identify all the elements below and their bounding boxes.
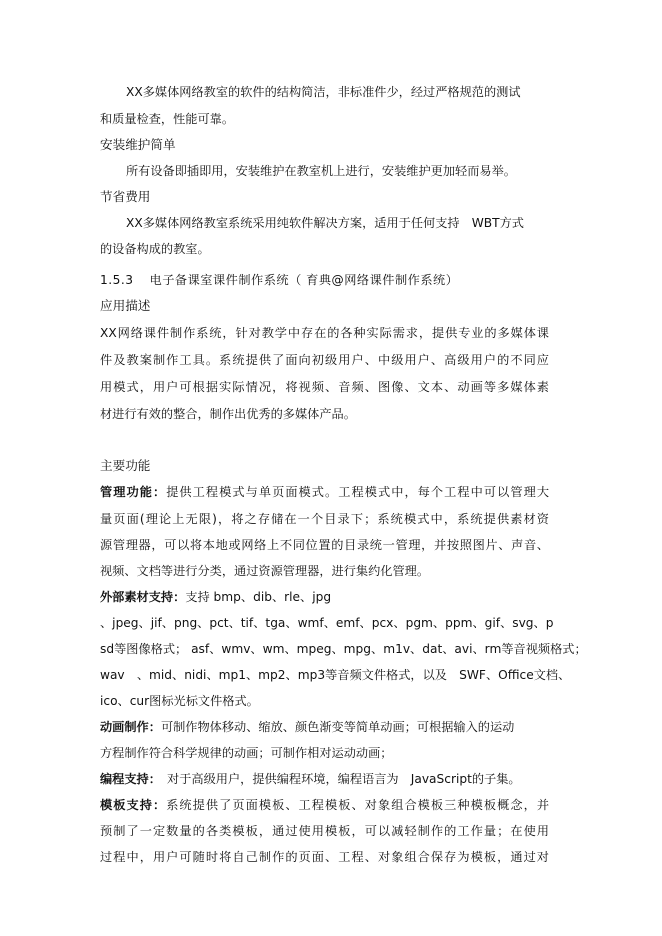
heading-install: 安装维护简单 — [100, 137, 176, 152]
feature-external-line: ico、cur图标光标文件格式。 — [100, 694, 259, 708]
feature-manage — [100, 484, 549, 500]
feature-programming-text: 对于高级用户，提供编程环境，编程语言为 JavaScript的子集。 — [154, 772, 521, 786]
feature-external-line: 、jpeg、jif、png、pct、tif、tga、wmf、emf、pcx、pgm、ppm、gif、svg、p — [100, 616, 554, 630]
feature-manage-text: 提供工程模式与单页面模式。工程模式中，每个工程中可以管理大 — [166, 485, 550, 499]
feature-animation-label: 动画制作： — [100, 720, 161, 734]
paragraph-install-line: 所有设备即插即用，安装维护在教室机上进行，安装维护更加轻而易举。 — [126, 164, 516, 178]
feature-template — [100, 797, 549, 813]
feature-manage-label: 管理功能： — [100, 485, 167, 499]
feature-template-line: 预制了一定数量的各类模板，通过使用模板，可以减轻制作的工作量；在使用 — [100, 824, 549, 838]
feature-template-text: 系统提供了页面模板、工程模板、对象组合模板三种模板概念，并 — [166, 798, 550, 812]
feature-programming — [100, 771, 521, 787]
app-description-line: XX网络课件制作系统，针对教学中存在的各种实际需求，提供专业的多媒体课 — [100, 326, 549, 340]
feature-animation — [100, 719, 514, 735]
feature-external-line: sd等图像格式； asf、wmv、wm、mpeg、mpg、m1v、dat、avi、rm等音视频格式； — [100, 642, 587, 656]
feature-manage-line: 视频、文档等进行分类，通过资源管理器，进行集约化管理。 — [100, 564, 430, 578]
feature-animation-line: 方程制作符合科学规律的动画；可制作相对运动动画； — [100, 746, 393, 760]
heading-app-description: 应用描述 — [100, 298, 151, 313]
paragraph-reliability-line: XX多媒体网络教室的软件的结构简洁，非标准件少，经过严格规范的测试 — [126, 85, 521, 99]
paragraph-reliability-line: 和质量检查，性能可靠。 — [100, 112, 235, 126]
feature-external — [100, 589, 331, 605]
app-description-line: 材进行有效的整合，制作出优秀的多媒体产品。 — [100, 407, 356, 421]
feature-template-line: 过程中，用户可随时将自己制作的页面、工程、对象组合保存为模板，通过对 — [100, 850, 549, 864]
app-description-line: 用模式，用户可根据实际情况，将视频、音频、图像、文本、动画等多媒体素 — [100, 380, 549, 394]
heading-save-cost: 节省费用 — [100, 189, 151, 204]
feature-template-label: 模板支持： — [100, 798, 167, 812]
feature-programming-label: 编程支持： — [100, 772, 155, 786]
section-heading — [100, 272, 458, 288]
feature-manage-line: 量页面(理论上无限)，将之存储在一个目录下；系统模式中，系统提供素材资 — [100, 512, 549, 526]
paragraph-save-line: 的设备构成的教室。 — [100, 242, 210, 256]
app-description-line: 件及教案制作工具。系统提供了面向初级用户、中级用户、高级用户的不同应 — [100, 353, 549, 367]
feature-external-text: 支持 bmp、dib、rle、jpg — [185, 590, 332, 604]
paragraph-save-line: XX多媒体网络教室系统采用纯软件解决方案，适用于任何支持 WBT方式 — [126, 216, 524, 230]
feature-animation-text: 可制作物体移动、缩放、颜色渐变等简单动画；可根据输入的运动 — [160, 720, 515, 734]
feature-manage-line: 源管理器，可以将本地或网络上不同位置的目录统一管理，并按照图片、声音、 — [100, 538, 549, 552]
heading-main-features: 主要功能 — [100, 458, 151, 473]
section-number: 1.5.3 — [100, 273, 134, 287]
section-title: 电子备课室课件制作系统（ 育典@网络课件制作系统） — [149, 273, 459, 287]
feature-external-label: 外部素材支持： — [100, 590, 186, 604]
feature-external-line: wav 、mid、nidi、mp1、mp2、mp3等音频文件格式，以及 SWF、Office文档、 — [100, 668, 571, 682]
